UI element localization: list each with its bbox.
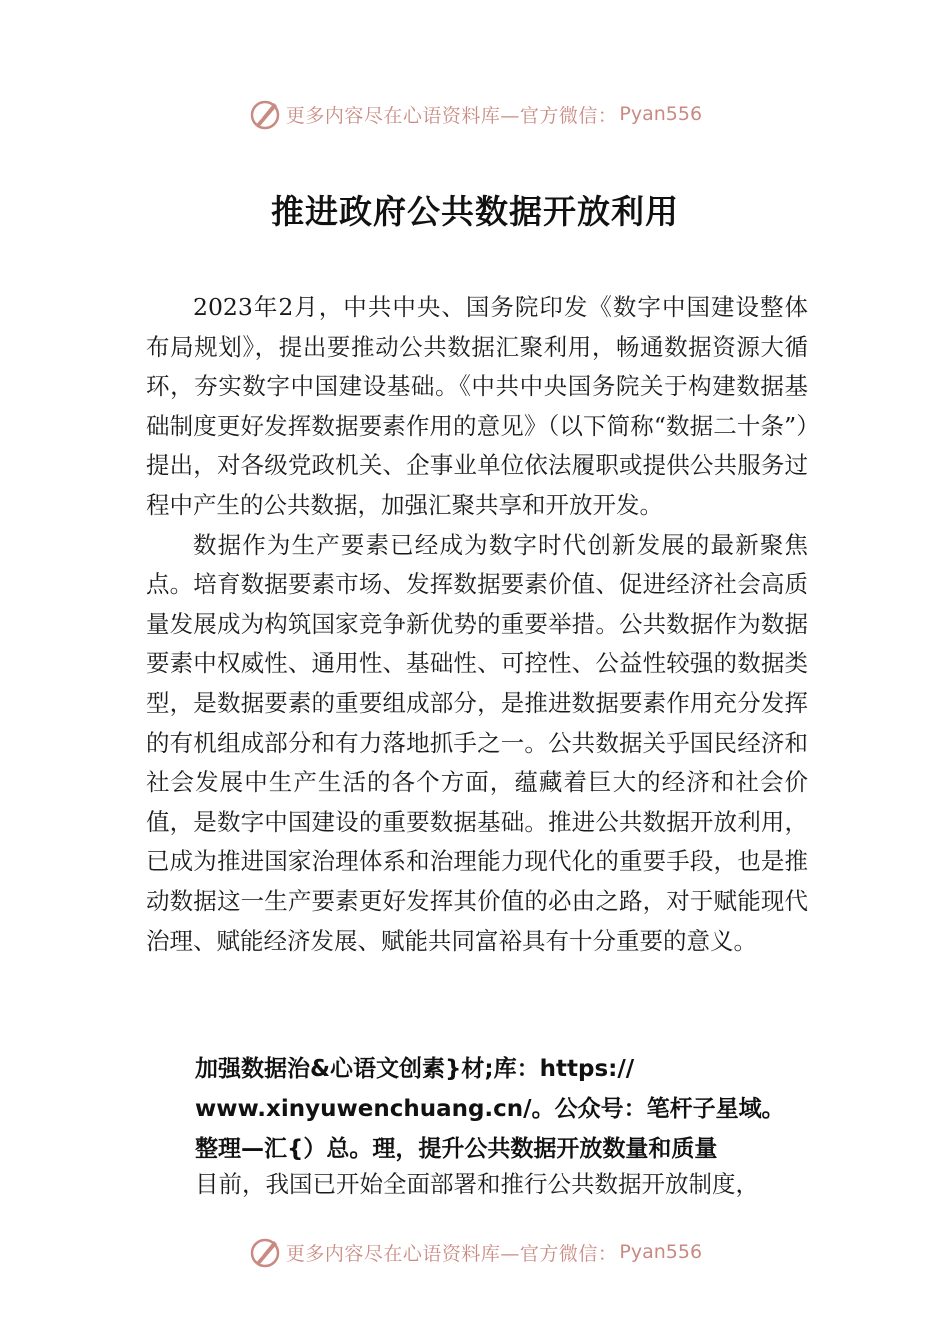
document-body xyxy=(146,288,808,961)
banner-text: 更多内容尽在心语资料库—官方微信： xyxy=(285,104,618,127)
quill-logo-icon xyxy=(248,1235,282,1269)
document-title: 推进政府公共数据开放利用 xyxy=(271,192,679,231)
section-heading: 加强数据治&心语文创素}材;库：https:// www.xinyuwenchuang.cn/。公众号：笔杆子星域。 整理—汇{）总。理，提升公共数据开放数量和质量 xyxy=(195,1056,785,1162)
footer-banner xyxy=(0,1232,950,1272)
banner-wechat-id: Pyan556 xyxy=(619,1241,703,1263)
paragraph-2: 数据作为生产要素已经成为数字时代创新发展的最新聚焦点。培育数据要素市场、发挥数据要素价值、促进经济社会高质量发展成为构筑国家竞争新优势的重要举措。公共数据作为数据要素中权威性、通用性、基础性、可控性、公益性较强的数据类型，是数据要素的重要组成部分，是推进数据要素作用充分发挥的有机组成部分和有力落地抓手之一。公共数据关乎国民经济和社会发展中生产生活的各个方面，蕴藏着巨大的经济和社会价值，是数字中国建设的重要数据基础。推进公共数据开放利用，已成为推进国家治理体系和治理能力现代化的重要手段，也是推动数据这一生产要素更好发挥其价值的必由之路，对于赋能现代治理、赋能经济发展、赋能共同富裕具有十分重要的意义。 xyxy=(146,530,808,955)
banner-text: 更多内容尽在心语资料库—官方微信： xyxy=(285,1242,618,1265)
header-banner xyxy=(0,94,950,134)
banner-wechat-id: Pyan556 xyxy=(619,103,703,125)
paragraph-1: 2023年2月，中共中央、国务院印发《数字中国建设整体布局规划》，提出要推动公共数据汇聚利用，畅通数据资源大循环，夯实数字中国建设基础。《中共中央国务院关于构建数据基础制度更好发挥数据要素作用的意见》（以下简称“数据二十条”）提出，对各级党政机关、企事业单位依法履职或提供公共服务过程中产生的公共数据，加强汇聚共享和开放开发。 xyxy=(146,293,808,519)
quill-logo-icon xyxy=(248,97,282,131)
paragraph-3-start: 目前，我国已开始全面部署和推行公共数据开放制度， xyxy=(195,1170,759,1198)
